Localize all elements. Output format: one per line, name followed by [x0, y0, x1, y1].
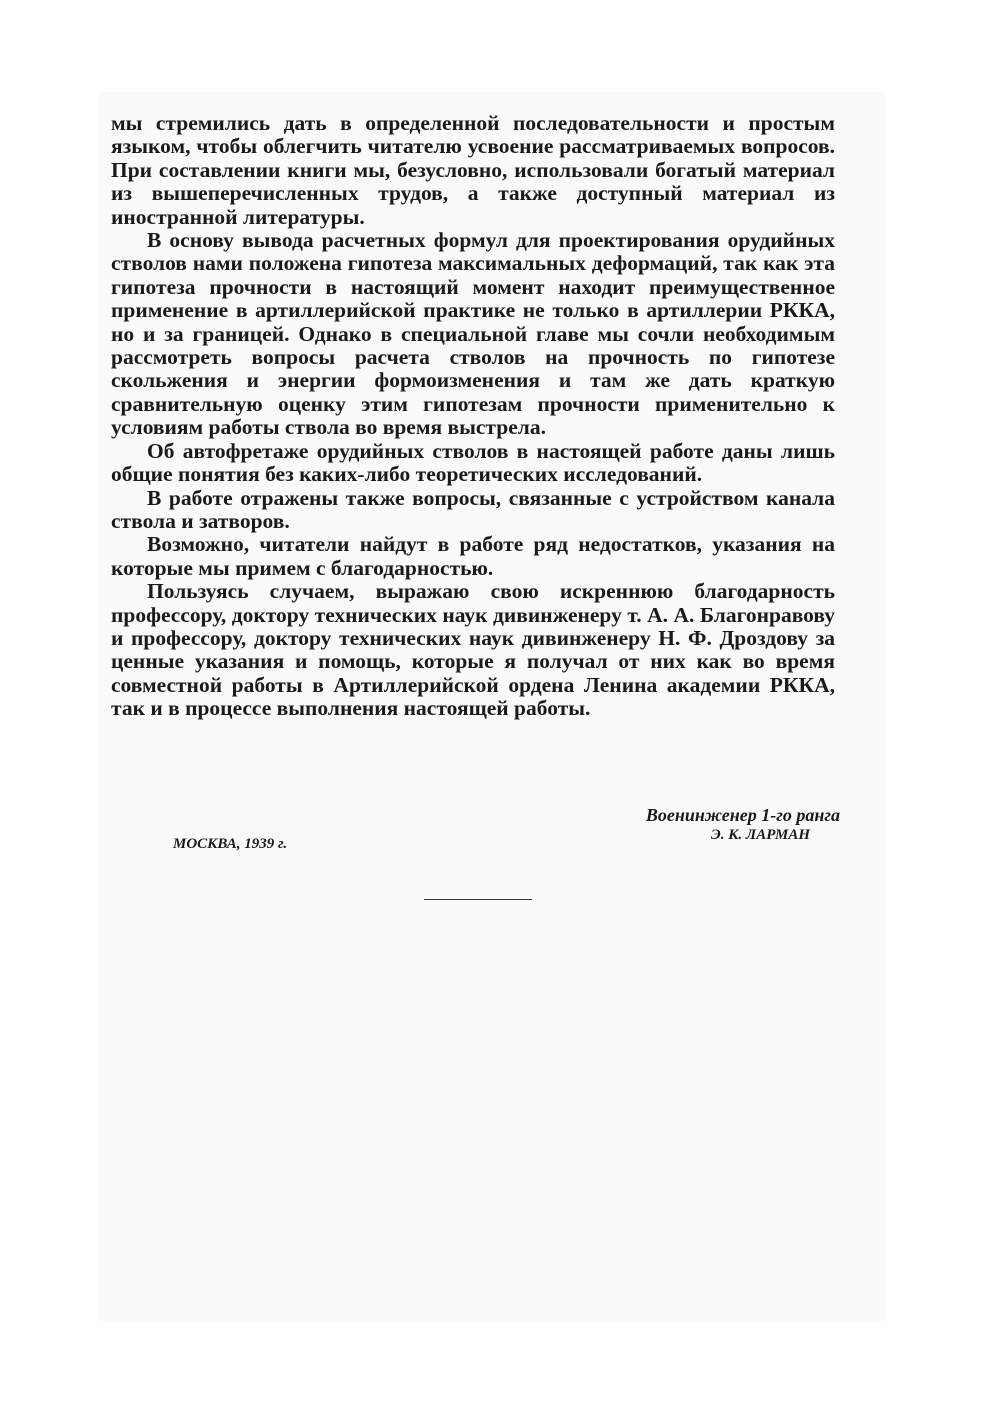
signature-name: Э. К. ЛАРМАН: [710, 827, 810, 843]
end-divider: [424, 899, 532, 900]
signature-block: [646, 804, 840, 844]
preface-body: [111, 112, 835, 721]
paragraph-5: Возможно, читатели найдут в работе ряд недостатков, указания на которые мы примем с благодарностью.: [111, 532, 835, 580]
signature-title: Военинженер 1-го ранга: [645, 805, 840, 825]
place-date: МОСКВА, 1939 г.: [173, 836, 288, 852]
paragraph-2: В основу вывода расчетных формул для проектирования орудийных стволов нами положена гипотеза максимальных деформаций, так как эта гипотеза прочности в настоящий момент находит преимущественное применение в артиллерийской практике не только в артиллерии РККА, но и за границей. Однако в специальной главе мы сочли необходимым рассмотреть вопросы расчета стволов на прочность по гипотезе скольжения и энергии формоизменения и там же дать краткую сравнительную оценку этим гипотезам прочности применительно к условиям работы ствола во время выстрела.: [111, 228, 835, 440]
paragraph-1: мы стремились дать в определенной последовательности и простым языком, чтобы облегчить читателю усвоение рассматриваемых вопросов. При составлении книги мы, безусловно, использовали богатый материал из вышеперечисленных трудов, а также доступный материал из иностранной литературы.: [111, 111, 835, 229]
paragraph-3: Об автофретаже орудийных стволов в настоящей работе даны лишь общие понятия без каких-либо теоретических исследований.: [111, 438, 835, 487]
paragraph-6: Пользуясь случаем, выражаю свою искреннюю благодарность профессору, доктору технических наук дивинженеру т. А. А. Благонравову и профессору, доктору технических наук дивинженеру Н. Ф. Дроздову за ценные указания и помощь, которые я получал от них как во время совместной работы в Артиллерийской ордена Ленина академии РККА, так и в процессе выполнения настоящей работы.: [111, 579, 835, 721]
paragraph-4: В работе отражены также вопросы, связанные с устройством канала ствола и затворов.: [111, 485, 835, 533]
